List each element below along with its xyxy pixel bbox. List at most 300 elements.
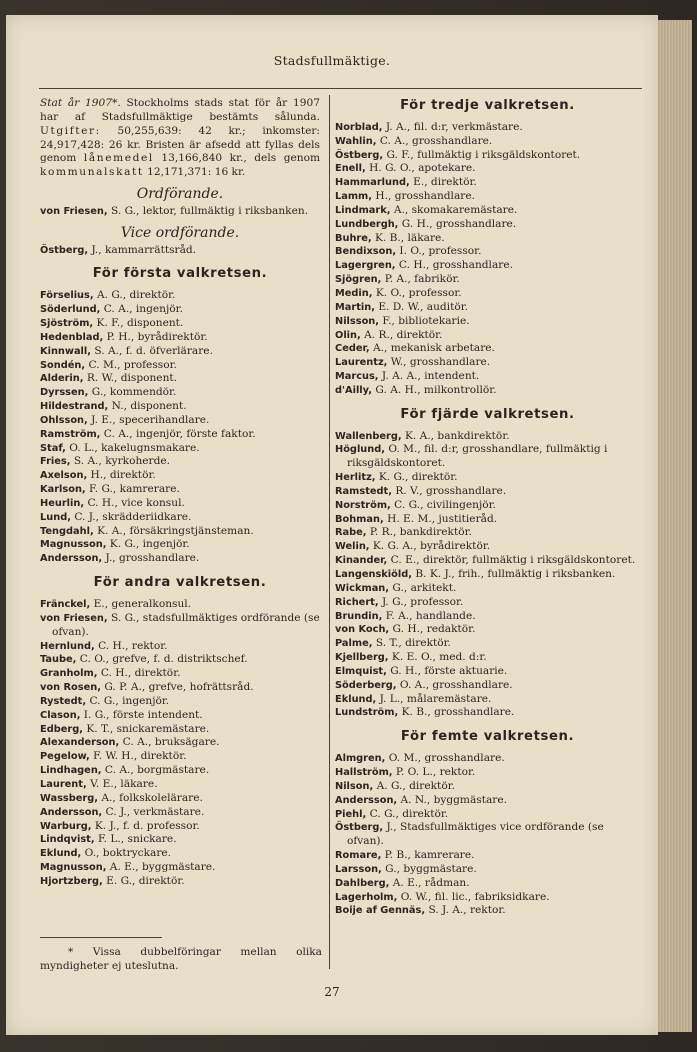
member-name: Wickman, xyxy=(335,582,390,594)
member-details: K. A., bankdirektör. xyxy=(405,429,510,442)
member-name: Hildestrand, xyxy=(40,401,109,413)
member-details: J. A. A., intendent. xyxy=(381,370,480,383)
member-entry xyxy=(335,204,640,218)
member-details: S. J. A., rektor. xyxy=(428,904,506,917)
member-details: B. K. J., frih., fullmäktig i riksbanken. xyxy=(415,568,616,580)
member-details: C. H., vice konsul. xyxy=(87,496,185,509)
member-details: C. J., verkmästare. xyxy=(105,805,205,818)
budget-text-3: 13,166,840 kr., dels genom xyxy=(161,152,321,165)
member-details: A. G., direktör. xyxy=(96,289,176,302)
member-name: Rystedt, xyxy=(40,695,87,707)
member-name: Bendixson, xyxy=(335,246,397,258)
member-details: K. G., direktör. xyxy=(378,471,458,484)
member-details: C. H., direktör. xyxy=(100,667,181,680)
member-name: Rabe, xyxy=(335,527,367,539)
column-divider xyxy=(329,95,330,969)
member-name: Enell, xyxy=(335,163,366,175)
member-name: von Friesen, xyxy=(40,205,108,217)
member-entry xyxy=(40,736,320,750)
member-details: A. E., rådman. xyxy=(392,876,470,889)
member-details: C. J., skrädderiidkare. xyxy=(74,510,192,523)
district-heading: För fjärde valkretsen. xyxy=(400,406,575,422)
member-entry xyxy=(335,315,640,329)
left-column xyxy=(40,97,320,889)
member-entry xyxy=(335,342,640,356)
member-entry xyxy=(40,552,320,566)
member-entry xyxy=(335,596,640,610)
member-entry xyxy=(40,598,320,612)
member-details: C. A., borgmästare. xyxy=(104,764,210,777)
member-name: Norblad, xyxy=(335,121,383,133)
member-name: d'Ailly, xyxy=(335,384,373,396)
district-heading: För andra valkretsen. xyxy=(93,575,267,591)
member-details: F. A., handlande. xyxy=(385,609,476,622)
member-name: Welin, xyxy=(335,541,370,553)
member-name: Nilsson, xyxy=(335,315,380,327)
member-details: J., Stadsfullmäktiges vice ordförande (se ofvan). xyxy=(347,821,604,848)
member-entry xyxy=(40,483,320,497)
member-name: Ohlsson, xyxy=(40,414,88,426)
budget-label-kommunalskatt: kommunalskatt xyxy=(40,166,144,179)
member-details: O. L., kakelugnsmakare. xyxy=(69,441,200,454)
member-name: Richert, xyxy=(335,596,379,608)
member-name: Wassberg, xyxy=(40,792,98,804)
member-entry xyxy=(40,400,320,414)
right-column xyxy=(335,97,640,918)
member-name: Lagerholm, xyxy=(335,891,398,903)
member-name: Eklund, xyxy=(335,693,377,705)
member-details: O. A., grosshandlare. xyxy=(399,678,513,691)
member-details: G. A. H., milkontrollör. xyxy=(375,383,497,396)
header-rule xyxy=(39,88,642,89)
page-number: 27 xyxy=(324,985,340,999)
member-entry xyxy=(335,665,640,679)
member-details: C. A., grosshandlare. xyxy=(379,134,493,147)
member-entry xyxy=(40,612,320,640)
member-details: F. L., snickare. xyxy=(97,833,177,846)
member-entry xyxy=(40,709,320,723)
member-entry xyxy=(40,750,320,764)
member-details: C. G., direktör. xyxy=(369,807,449,820)
member-details: A. R., direktör. xyxy=(364,328,443,341)
member-name: Sjögren, xyxy=(335,274,382,286)
member-name: Alderin, xyxy=(40,373,84,385)
member-name: Östberg, xyxy=(335,149,384,161)
member-details: G. F., fullmäktig i riksgäldskontoret. xyxy=(386,148,581,161)
member-entry xyxy=(335,485,640,499)
member-details: S. A., kyrkoherde. xyxy=(73,455,171,468)
member-details: C. H., grosshandlare. xyxy=(398,259,513,272)
budget-label-lanemedel: lånemedel xyxy=(83,152,154,165)
book-page xyxy=(6,15,658,1035)
member-details: C. G., civilingenjör. xyxy=(394,498,496,511)
member-name: Fries, xyxy=(40,456,71,468)
footnote: * Vissa dubbelföringar mellan olika myndigheter ej uteslutna. xyxy=(40,946,322,972)
member-name: von Rosen, xyxy=(40,682,101,694)
member-entry xyxy=(335,752,640,766)
member-name: Kjellberg, xyxy=(335,652,389,664)
member-name: von Friesen, xyxy=(40,612,108,624)
member-entry xyxy=(40,723,320,737)
member-details: E., direktör. xyxy=(413,176,477,189)
member-entry xyxy=(40,469,320,483)
member-details: S. G., stadsfullmäktiges ordförande (se ofvan). xyxy=(52,611,320,638)
member-entry xyxy=(40,331,320,345)
member-details: C. H., rektor. xyxy=(98,639,168,652)
member-details: J. A., fil. d:r, verkmästare. xyxy=(385,120,523,133)
member-name: Lamm, xyxy=(335,191,372,203)
member-name: Norström, xyxy=(335,499,391,511)
member-name: Söderberg, xyxy=(335,679,397,691)
member-entry xyxy=(335,706,640,720)
member-entry xyxy=(40,455,320,469)
member-name: Hjortzberg, xyxy=(40,875,103,887)
member-name: Elmquist, xyxy=(335,665,387,677)
member-name: Ramstedt, xyxy=(335,485,392,497)
member-entry xyxy=(40,847,320,861)
member-details: F., bibliotekarie. xyxy=(382,314,470,327)
member-details: K. T., snickaremästare. xyxy=(86,722,210,735)
member-entry xyxy=(40,806,320,820)
member-name: Höglund, xyxy=(335,444,385,456)
member-details: G. P. A., grefve, hofrättsråd. xyxy=(104,681,254,694)
member-name: Wallenberg, xyxy=(335,430,402,442)
member-entry xyxy=(335,637,640,651)
member-name: Olin, xyxy=(335,329,361,341)
member-details: K. A., försäkringstjänsteman. xyxy=(97,524,254,537)
member-details: A. E., byggmästare. xyxy=(109,861,216,874)
member-entry xyxy=(335,499,640,513)
member-details: G., byggmästare. xyxy=(385,862,477,875)
member-details: H., grosshandlare. xyxy=(375,190,475,203)
member-entry xyxy=(40,511,320,525)
member-details: C. O., grefve, f. d. distriktschef. xyxy=(79,653,248,666)
member-entry xyxy=(335,121,640,135)
member-details: G. H., förste aktuarie. xyxy=(390,664,508,677)
member-details: J. E., specerihandlare. xyxy=(91,413,210,426)
member-entry xyxy=(335,430,640,444)
member-details: I. G., förste intendent. xyxy=(83,708,203,721)
member-name: Buhre, xyxy=(335,232,372,244)
member-entry xyxy=(40,428,320,442)
member-entry xyxy=(40,205,320,219)
member-entry xyxy=(335,384,640,398)
member-entry xyxy=(335,540,640,554)
member-entry xyxy=(40,345,320,359)
member-entry xyxy=(335,679,640,693)
member-details: G., arkitekt. xyxy=(392,581,457,594)
member-name: Pegelow, xyxy=(40,751,90,763)
member-entry xyxy=(335,370,640,384)
member-entry xyxy=(335,273,640,287)
member-entry xyxy=(40,653,320,667)
member-entry xyxy=(335,863,640,877)
member-name: Hammarlund, xyxy=(335,177,410,189)
member-details: J., kammarrättsråd. xyxy=(91,243,197,256)
member-entry xyxy=(40,525,320,539)
member-name: Dyrssen, xyxy=(40,387,89,399)
member-name: Lindhagen, xyxy=(40,765,102,777)
member-entry xyxy=(335,582,640,596)
member-details: J. L., målaremästare. xyxy=(379,692,492,705)
member-name: Förselius, xyxy=(40,290,94,302)
member-name: Magnusson, xyxy=(40,539,107,551)
member-details: V. E., läkare. xyxy=(90,777,158,790)
member-entry xyxy=(335,329,640,343)
member-name: Ceder, xyxy=(335,343,370,355)
member-name: Martin, xyxy=(335,301,375,313)
member-name: Alexanderson, xyxy=(40,737,120,749)
member-entry xyxy=(335,568,640,582)
member-entry xyxy=(40,497,320,511)
member-entry xyxy=(335,190,640,204)
member-entry xyxy=(40,833,320,847)
member-entry xyxy=(335,513,640,527)
member-entry xyxy=(335,135,640,149)
member-name: Dahlberg, xyxy=(335,877,390,889)
member-entry xyxy=(40,289,320,303)
member-details: O., boktryckare. xyxy=(84,847,172,860)
member-name: Lundström, xyxy=(335,707,399,719)
member-name: Kinander, xyxy=(335,555,388,567)
member-name: Laurentz, xyxy=(335,357,388,369)
member-details: F. W. H., direktör. xyxy=(93,750,187,763)
member-entry xyxy=(335,821,640,849)
member-entry xyxy=(335,610,640,624)
member-name: Andersson, xyxy=(40,806,103,818)
member-entry xyxy=(40,667,320,681)
footnote-rule xyxy=(40,937,162,938)
member-name: Lund, xyxy=(40,511,71,523)
member-details: E. D. W., auditör. xyxy=(378,300,468,313)
budget-intro xyxy=(40,97,320,180)
member-entry xyxy=(40,442,320,456)
member-entry xyxy=(40,820,320,834)
member-name: Lagergren, xyxy=(335,260,396,272)
member-details: P. R., bankdirektör. xyxy=(369,526,472,539)
member-name: Karlson, xyxy=(40,484,86,496)
member-name: Hedenblad, xyxy=(40,331,104,343)
member-name: Edberg, xyxy=(40,723,83,735)
member-details: S. G., lektor, fullmäktig i riksbanken. xyxy=(110,204,309,217)
member-entry xyxy=(335,904,640,918)
member-name: Brundin, xyxy=(335,610,383,622)
member-name: Staf, xyxy=(40,442,66,454)
member-entry xyxy=(40,359,320,373)
member-entry xyxy=(335,301,640,315)
member-entry xyxy=(40,414,320,428)
member-details: H., direktör. xyxy=(90,469,156,482)
member-name: Axelson, xyxy=(40,470,88,482)
member-details: O. M., grosshandlare. xyxy=(388,752,505,765)
member-details: P. B., kamrerare. xyxy=(384,849,475,862)
member-name: Boije af Gennäs, xyxy=(335,905,426,917)
office-title: Vice ordförande. xyxy=(120,224,240,241)
member-entry xyxy=(40,386,320,400)
member-details: J. G., professor. xyxy=(381,595,464,608)
member-entry xyxy=(335,766,640,780)
member-entry xyxy=(335,877,640,891)
member-name: Clason, xyxy=(40,709,81,721)
district-heading: För femte valkretsen. xyxy=(400,729,575,745)
member-details: E. G., direktör. xyxy=(106,874,185,887)
member-entry xyxy=(335,808,640,822)
member-name: Marcus, xyxy=(335,371,379,383)
member-entry xyxy=(40,681,320,695)
member-entry xyxy=(335,554,640,568)
member-details: G., kommendör. xyxy=(91,386,177,399)
member-name: Larsson, xyxy=(335,863,382,875)
member-details: H. E. M., justitieråd. xyxy=(387,512,498,525)
member-details: H. G. O., apotekare. xyxy=(369,162,476,175)
member-details: K. B., grosshandlare. xyxy=(401,706,515,719)
member-entry xyxy=(335,651,640,665)
member-details: G. H., grosshandlare. xyxy=(401,217,517,230)
left-sections xyxy=(40,267,320,888)
member-details: R. V., grosshandlare. xyxy=(395,484,507,497)
member-entry xyxy=(335,794,640,808)
member-details: R. W., disponent. xyxy=(86,372,178,385)
member-name: Söderlund, xyxy=(40,304,101,316)
member-name: Langenskiöld, xyxy=(335,569,412,580)
member-name: Sjöström, xyxy=(40,317,94,329)
member-entry xyxy=(335,162,640,176)
member-name: Almgren, xyxy=(335,753,386,765)
member-entry xyxy=(335,891,640,905)
member-entry xyxy=(40,244,320,258)
member-details: K. B., läkare. xyxy=(375,231,445,244)
member-name: Hernlund, xyxy=(40,640,95,652)
member-entry xyxy=(40,792,320,806)
member-details: A., mekanisk arbetare. xyxy=(372,342,495,355)
member-entry xyxy=(335,780,640,794)
member-details: C. A., bruksägare. xyxy=(122,736,220,749)
member-details: K. O., professor. xyxy=(375,286,462,299)
member-name: Medin, xyxy=(335,287,373,299)
member-details: N., disponent. xyxy=(111,400,187,413)
member-name: Eklund, xyxy=(40,848,82,860)
officers-block xyxy=(40,188,320,257)
member-entry xyxy=(40,303,320,317)
right-sections xyxy=(335,99,640,918)
member-entry xyxy=(335,149,640,163)
office-title: Ordförande. xyxy=(136,186,224,203)
member-details: K. G. A., byrådirektör. xyxy=(372,540,491,553)
member-entry xyxy=(335,443,640,471)
member-details: W., grosshandlare. xyxy=(390,356,491,369)
budget-label-utgifter: Utgifter: xyxy=(40,124,101,137)
member-name: Tengdahl, xyxy=(40,525,94,537)
member-name: Nilson, xyxy=(335,780,374,792)
book-page-edges xyxy=(658,20,692,1032)
running-head: Stadsfullmäktige. xyxy=(273,53,391,68)
member-entry xyxy=(335,245,640,259)
member-name: Lindmark, xyxy=(335,204,391,216)
member-name: Magnusson, xyxy=(40,862,107,874)
member-name: Östberg, xyxy=(40,244,89,256)
member-details: K. J., f. d. professor. xyxy=(94,819,200,832)
member-name: Heurlin, xyxy=(40,497,85,509)
member-entry xyxy=(40,640,320,654)
member-details: I. O., professor. xyxy=(399,245,482,258)
member-details: A., folkskolelärare. xyxy=(101,791,203,804)
member-entry xyxy=(335,693,640,707)
member-name: Bohman, xyxy=(335,513,384,525)
district-heading: För tredje valkretsen. xyxy=(400,98,575,113)
member-details: C. M., professor. xyxy=(88,358,177,371)
member-details: C. A., ingenjör. xyxy=(103,303,183,316)
member-details: K. G., ingenjör. xyxy=(109,538,190,551)
member-details: P. H., byrådirektör. xyxy=(106,330,208,343)
member-entry xyxy=(335,232,640,246)
member-details: J., grosshandlare. xyxy=(105,552,200,565)
district-heading: För första valkretsen. xyxy=(92,266,268,282)
member-name: Andersson, xyxy=(335,794,398,806)
member-entry xyxy=(335,356,640,370)
member-details: P. O. L., rektor. xyxy=(395,765,476,778)
member-entry xyxy=(40,695,320,709)
member-name: Hallström, xyxy=(335,766,393,778)
member-entry xyxy=(335,176,640,190)
member-name: Warburg, xyxy=(40,820,92,832)
member-name: von Koch, xyxy=(335,624,390,636)
budget-text-1: Stockholms stads stat för år 1907 har af Stadsfullmäktige bestämts sålunda. xyxy=(40,97,320,123)
member-details: A., skomakaremästare. xyxy=(393,203,518,216)
member-details: K. F., disponent. xyxy=(96,316,184,329)
member-entry xyxy=(40,861,320,875)
member-entry xyxy=(335,259,640,273)
member-details: C. A., ingenjör, förste faktor. xyxy=(103,427,256,440)
member-name: Lundbergh, xyxy=(335,218,399,230)
member-entry xyxy=(40,317,320,331)
member-name: Östberg, xyxy=(335,822,384,834)
member-name: Taube, xyxy=(40,654,77,666)
member-entry xyxy=(40,875,320,889)
member-details: S. T., direktör. xyxy=(375,637,451,650)
member-entry xyxy=(335,471,640,485)
member-details: E., generalkonsul. xyxy=(93,598,192,610)
member-name: Romare, xyxy=(335,850,382,862)
member-details: P. A., fabrikör. xyxy=(384,273,460,286)
member-details: G. H., redaktör. xyxy=(392,623,476,636)
member-name: Granholm, xyxy=(40,668,98,680)
member-entry xyxy=(335,526,640,540)
member-entry xyxy=(40,764,320,778)
member-entry xyxy=(335,623,640,637)
member-entry xyxy=(335,287,640,301)
member-name: Andersson, xyxy=(40,553,103,565)
member-details: S. A., f. d. öfverlärare. xyxy=(94,344,213,357)
member-name: Ramström, xyxy=(40,428,101,440)
member-details: C. G., ingenjör. xyxy=(89,694,170,707)
member-entry xyxy=(40,372,320,386)
member-name: Piehl, xyxy=(335,808,367,820)
member-name: Sondén, xyxy=(40,359,86,371)
member-entry xyxy=(335,218,640,232)
member-name: Palme, xyxy=(335,638,373,650)
member-details: O. W., fil. lic., fabriksidkare. xyxy=(400,890,550,903)
member-name: Laurent, xyxy=(40,778,87,790)
member-name: Herlitz, xyxy=(335,472,376,484)
member-name: Kinnwall, xyxy=(40,345,91,357)
budget-title: Stat år 1907*. xyxy=(40,97,121,109)
member-entry xyxy=(40,778,320,792)
member-details: F. G., kamrerare. xyxy=(89,483,180,496)
budget-text-4: 12,171,371: 16 kr. xyxy=(147,166,246,179)
member-details: O. M., fil. d:r, grosshandlare, fullmäktig i riksgäldskontoret. xyxy=(347,443,608,470)
member-details: A. G., direktör. xyxy=(376,779,455,792)
member-name: Wahlin, xyxy=(335,135,377,147)
